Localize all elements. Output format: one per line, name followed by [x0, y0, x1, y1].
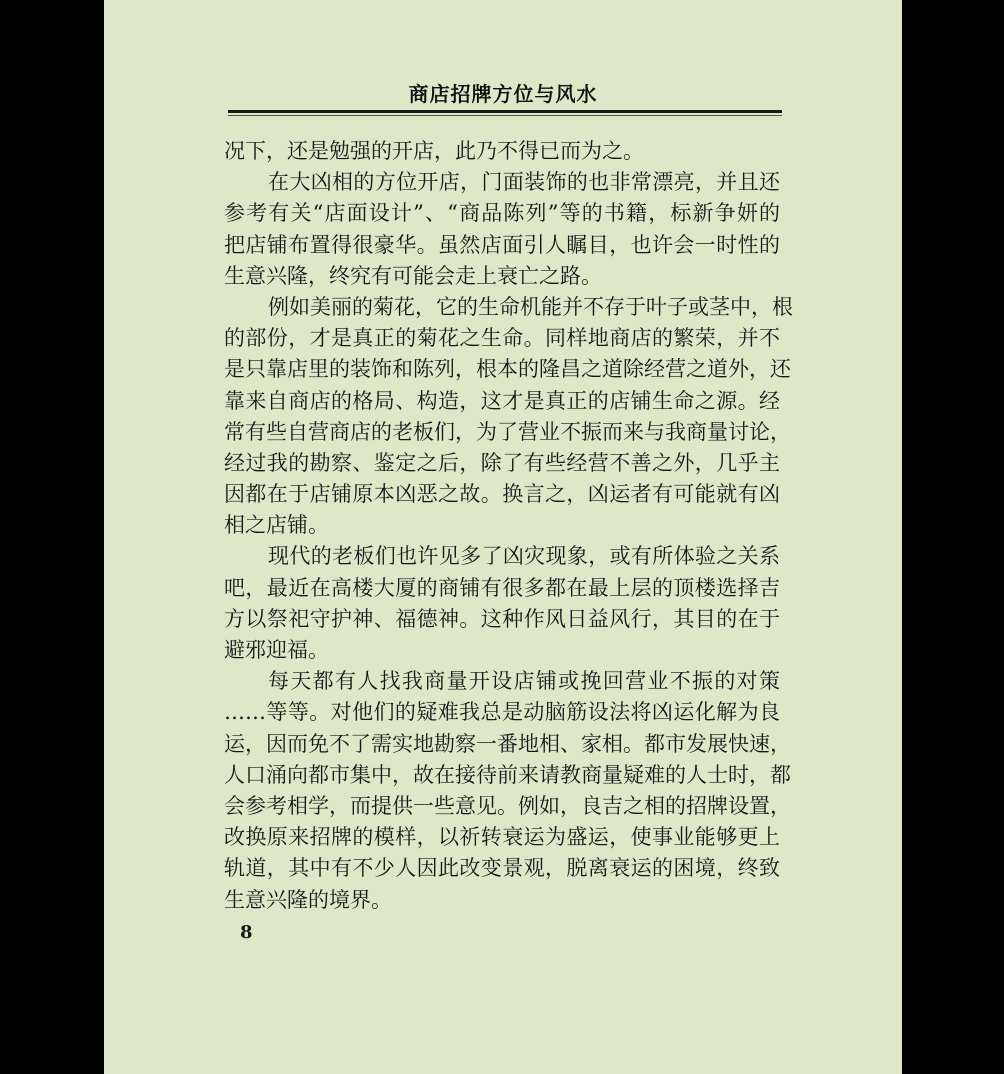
text-line: ……等等。对他们的疑难我总是动脑筋设法将凶运化解为良 [224, 700, 780, 725]
running-header-title: 商店招牌方位与风水 [408, 82, 598, 106]
text-line: 会参考相学，而提供一些意见。例如，良吉之相的招牌设置， [224, 793, 791, 818]
text-line: 经过我的勘察、鉴定之后，除了有些经营不善之外，几乎主 [224, 450, 780, 475]
text-line: 生意兴隆，终究有可能会走上衰亡之路。 [224, 263, 602, 288]
page-number: 8 [240, 922, 253, 943]
text-line: 改换原来招牌的模样，以祈转衰运为盛运，使事业能够更上 [224, 825, 780, 850]
text-line: 现代的老板们也许见多了凶灾现象，或有所体验之关系 [268, 544, 780, 569]
text-line: 常有些自营商店的老板们，为了营业不振而来与我商量讨论， [224, 419, 791, 444]
text-line: 例如美丽的菊花，它的生命机能并不存于叶子或茎中，根 [268, 294, 793, 319]
text-line: 轨道，其中有不少人因此改变景观，脱离衰运的困境，终致 [224, 856, 780, 881]
text-line: 避邪迎福。 [224, 638, 329, 662]
text-line: 在大凶相的方位开店，门面装饰的也非常漂亮，并且还 [268, 170, 780, 195]
paragraph [224, 666, 791, 916]
book-page [104, 0, 902, 1074]
text-line: 吧，最近在高楼大厦的商铺有很多都在最上层的顶楼选择吉 [224, 575, 780, 600]
text-line: 是只靠店里的装饰和陈列，根本的隆昌之道除经营之道外，还 [224, 357, 791, 382]
body-text [224, 136, 793, 916]
text-line: 每天都有人找我商量开设店铺或挽回营业不振的对策 [268, 669, 780, 694]
text-line: 生意兴隆的境界。 [224, 887, 392, 912]
paragraph [224, 541, 780, 666]
text-line: 方以祭祀守护神、福德神。这种作风日益风行，其目的在于 [224, 606, 780, 631]
text-line: 相之店铺。 [224, 513, 329, 538]
header-rule-thin [228, 115, 782, 116]
paragraph [224, 136, 780, 167]
text-line: 人口涌向都市集中，故在接待前来请教商量疑难的人士时，都 [224, 762, 791, 787]
header-rule [228, 110, 782, 113]
text-line: 运，因而免不了需实地勘察一番地相、家相。都市发展快速， [224, 731, 791, 756]
text-line: 把店铺布置得很豪华。虽然店面引人瞩目，也许会一时性的 [224, 232, 780, 257]
text-line: 况下，还是勉强的开店，此乃不得已而为之。 [224, 139, 644, 163]
text-line: 因都在于店铺原本凶恶之故。换言之，凶运者有可能就有凶 [224, 482, 780, 507]
text-line: 的部份，才是真正的菊花之生命。同样地商店的繁荣，并不 [224, 326, 780, 351]
paragraph [224, 167, 780, 292]
text-line: 靠来自商店的格局、构造，这才是真正的店铺生命之源。经 [224, 388, 780, 413]
paragraph [224, 292, 793, 542]
text-line: 参考有关“店面设计”、“商品陈列”等的书籍，标新争妍的 [224, 201, 780, 226]
